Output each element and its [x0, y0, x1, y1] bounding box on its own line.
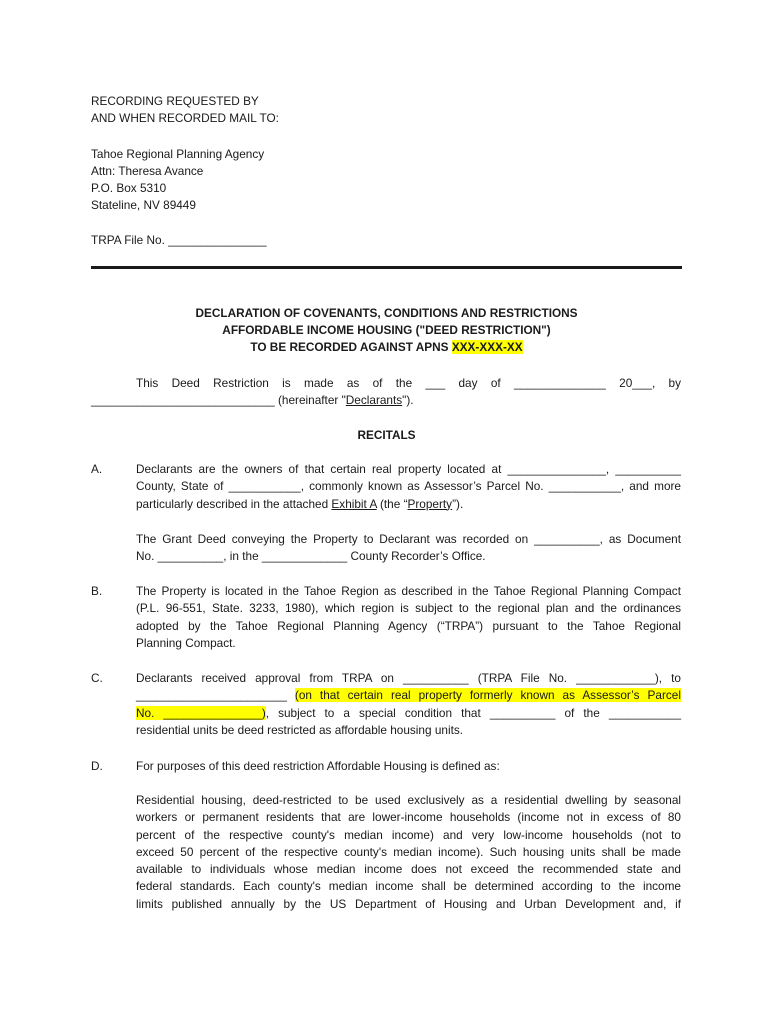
recital-b-line-3: adopted by the Tahoe Regional Planning Agency (“TRPA”) pursuant to the Tahoe Regional: [136, 618, 681, 633]
document-title: [91, 305, 682, 356]
recital-a-grant-deed: [136, 531, 681, 566]
intro-line-2-prefix: ____________________________ (hereinafter ": [91, 393, 346, 408]
property-term: Property: [407, 496, 453, 511]
agency-name: Tahoe Regional Planning Agency: [91, 147, 265, 161]
affordable-housing-definition: [136, 792, 681, 913]
recital-b-paragraph: [136, 583, 681, 652]
definition-line-5: available to individuals whose median income does not exceed the recommended state and: [136, 862, 681, 877]
file-number-block: [91, 232, 681, 249]
recital-a-line-3-suffix: ”).: [452, 496, 464, 511]
recital-c-paragraph: [136, 670, 681, 739]
recording-requested-line: RECORDING REQUESTED BY: [91, 94, 259, 108]
definition-line-1: Residential housing, deed-restricted to be used exclusively as a residential dwelling by seasonal: [136, 793, 681, 807]
apn-placeholder: XXX-XXX-XX: [451, 340, 523, 354]
declarants-term: Declarants: [345, 393, 403, 408]
recital-b-line-4: Planning Compact.: [136, 635, 236, 650]
attention-line: Attn: Theresa Avance: [91, 164, 204, 178]
title-line-3: [91, 339, 682, 356]
recital-d-line-1: For purposes of this deed restriction Affordable Housing is defined as:: [136, 759, 500, 773]
recital-c-line-4: residential units be deed restricted as affordable housing units.: [136, 722, 464, 737]
recital-c-line-3-suffix: , subject to a special condition that __________ of the ___________: [265, 705, 682, 720]
title-line-2: AFFORDABLE INCOME HOUSING ("DEED RESTRICTION"): [222, 323, 551, 337]
recital-c-line-2: [136, 687, 681, 704]
trpa-file-number: TRPA File No. _______________: [91, 233, 267, 247]
recital-b-label: B.: [91, 584, 103, 598]
definition-line-6: federal standards. Each county's median income shall be determined according to the income: [136, 879, 681, 894]
recital-a-line-1: Declarants are the owners of that certain real property located at _______________, __________: [136, 462, 681, 476]
recital-d-label: D.: [91, 759, 103, 773]
recital-c-label: C.: [91, 671, 103, 685]
recital-a-label: A.: [91, 462, 103, 476]
recital-c-line-1: Declarants received approval from TRPA on __________ (TRPA File No. ____________), to: [136, 671, 681, 685]
po-box-line: P.O. Box 5310: [91, 181, 167, 195]
city-state-zip: Stateline, NV 89449: [91, 198, 196, 212]
definition-line-2: workers or permanent residents that are lower-income households (income not in excess of 80: [136, 810, 681, 825]
recital-b-line-2: (P.L. 96-551, State. 3233, 1980), which region is subject to the regional plan and the ordinances: [136, 601, 681, 616]
recital-a-line-3-prefix: particularly described in the attached: [136, 496, 332, 511]
definition-line-7: limits published annually by the US Department of Housing and Urban Development and, if: [136, 896, 681, 911]
exhibit-a-reference: Exhibit A: [331, 496, 377, 511]
intro-line-1: This Deed Restriction is made as of the ___ day of ______________ 20___, by: [136, 376, 681, 390]
recording-header: [91, 93, 681, 127]
title-line-1: DECLARATION OF COVENANTS, CONDITIONS AND RESTRICTIONS: [195, 306, 578, 320]
title-line-3-prefix: TO BE RECORDED AGAINST APNS: [250, 340, 452, 354]
definition-line-3: percent of the respective county's median income) and very low-income households (not to: [136, 827, 681, 842]
recital-b-line-1: The Property is located in the Tahoe Region as described in the Tahoe Regional Planning Compact: [136, 584, 681, 598]
intro-line-2-suffix: ").: [402, 393, 414, 408]
header-divider: [91, 266, 682, 269]
recital-a-line-3: [136, 496, 681, 513]
intro-line-2: [91, 392, 681, 409]
recital-a-line-3-mid: (the “: [376, 496, 408, 511]
grant-deed-line-2: No. __________, in the _____________ County Recorder’s Office.: [136, 549, 486, 564]
recital-a-line-2: County, State of ___________, commonly known as Assessor’s Parcel No. ___________, and more: [136, 479, 681, 494]
recitals-heading: RECITALS: [357, 428, 416, 442]
recital-d-paragraph: [136, 758, 681, 775]
mail-to-line: AND WHEN RECORDED MAIL TO:: [91, 111, 279, 125]
mailing-address: [91, 146, 681, 214]
former-parcel-highlight: (on that certain real property formerly known as Assessor’s Parcel: [294, 688, 681, 703]
recital-c-line-2-prefix: _______________________: [136, 688, 295, 703]
grant-deed-line-1: The Grant Deed conveying the Property to Declarant was recorded on __________, as Document: [136, 532, 681, 546]
recital-c-line-3: [136, 705, 681, 722]
parcel-number-highlight: No. _______________): [136, 705, 266, 720]
recital-a-paragraph: [136, 461, 681, 513]
definition-line-4: exceed 50 percent of the respective county's median income). Such housing units shall be made: [136, 844, 681, 859]
intro-paragraph: [91, 375, 681, 410]
